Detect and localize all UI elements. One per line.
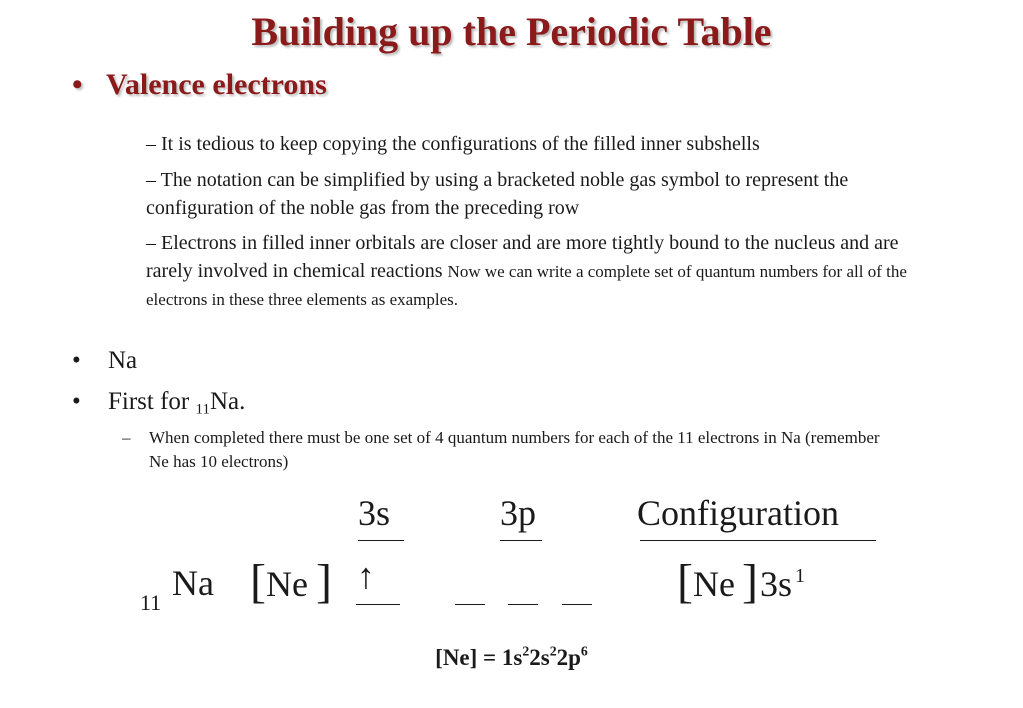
- slide-title: Building up the Periodic Table: [251, 9, 772, 54]
- bullet-first-prefix: First for: [108, 388, 196, 415]
- level2-dash: –: [122, 428, 131, 447]
- core-bracket-open: [: [250, 555, 266, 608]
- formula-exp-3: 6: [580, 643, 588, 659]
- sub-bullet-2-text: – The notation can be simplified by using a bracketed noble gas symbol to represent the configuration of the noble gas from the preceding row: [146, 169, 849, 219]
- bullet-dot: •: [72, 388, 81, 415]
- config-orbital: 3s: [760, 564, 793, 604]
- formula-part-3: 2p: [556, 645, 581, 670]
- atomic-number: 11: [140, 590, 162, 615]
- formula-exp-1: 2: [522, 643, 530, 659]
- underline-3s: [358, 540, 404, 541]
- bullet-dot: •: [72, 68, 83, 101]
- sub-bullet-3: [146, 229, 916, 313]
- bullet-first-suffix: Na.: [209, 388, 246, 415]
- noble-gas-formula: [0, 645, 1023, 671]
- config-core-symbol: Ne: [693, 564, 735, 604]
- col-label-configuration: Configuration: [637, 493, 839, 533]
- formula-part-2: 2s: [529, 645, 550, 670]
- bullet-na: [72, 346, 137, 376]
- bullet-first-subscript: 11: [195, 401, 210, 418]
- level2-bullet: [122, 426, 902, 474]
- heading-text: Valence electrons: [106, 68, 327, 101]
- heading-valence-electrons: [72, 68, 327, 102]
- config-bracket-close: ]: [742, 555, 758, 608]
- underline-3p: [500, 540, 542, 541]
- bullet-dot: •: [72, 347, 81, 374]
- orbital-slot-3s: [356, 604, 400, 605]
- col-label-3p: 3p: [500, 493, 536, 533]
- bullet-first-for-na: [72, 387, 245, 417]
- orbital-slot-3p-1: [455, 604, 485, 605]
- col-label-3s: 3s: [358, 493, 391, 533]
- formula-exp-2: 2: [549, 643, 557, 659]
- config-bracket-open: [: [677, 555, 693, 608]
- core-bracket-close: ]: [316, 555, 332, 608]
- sub-bullet-1: – It is tedious to keep copying the configurations of the filled inner subshells: [146, 133, 760, 155]
- underline-configuration: [640, 540, 876, 541]
- orbital-slot-3p-3: [562, 604, 592, 605]
- formula-lhs: [Ne] = 1s: [435, 645, 523, 670]
- sub-bullet-3-tail: Now we can write a complete set of quantum numbers for all of the electrons in these three elements as examples.: [146, 262, 907, 309]
- bullet-na-text: Na: [108, 347, 138, 374]
- core-symbol: Ne: [266, 564, 308, 604]
- spin-up-arrow: ↑: [357, 556, 375, 596]
- level2-text: When completed there must be one set of 4 quantum numbers for each of the 11 electrons in Na (remember Ne has 10 electrons): [149, 428, 880, 471]
- element-symbol: Na: [172, 563, 214, 603]
- orbital-slot-3p-2: [508, 604, 538, 605]
- sub-bullet-3-text: – Electrons in filled inner orbitals are closer and are more tightly bound to the nucleus and are rarely involved in chemical reactions: [146, 232, 899, 282]
- sub-bullet-2: [146, 166, 916, 222]
- config-exponent: 1: [795, 565, 805, 587]
